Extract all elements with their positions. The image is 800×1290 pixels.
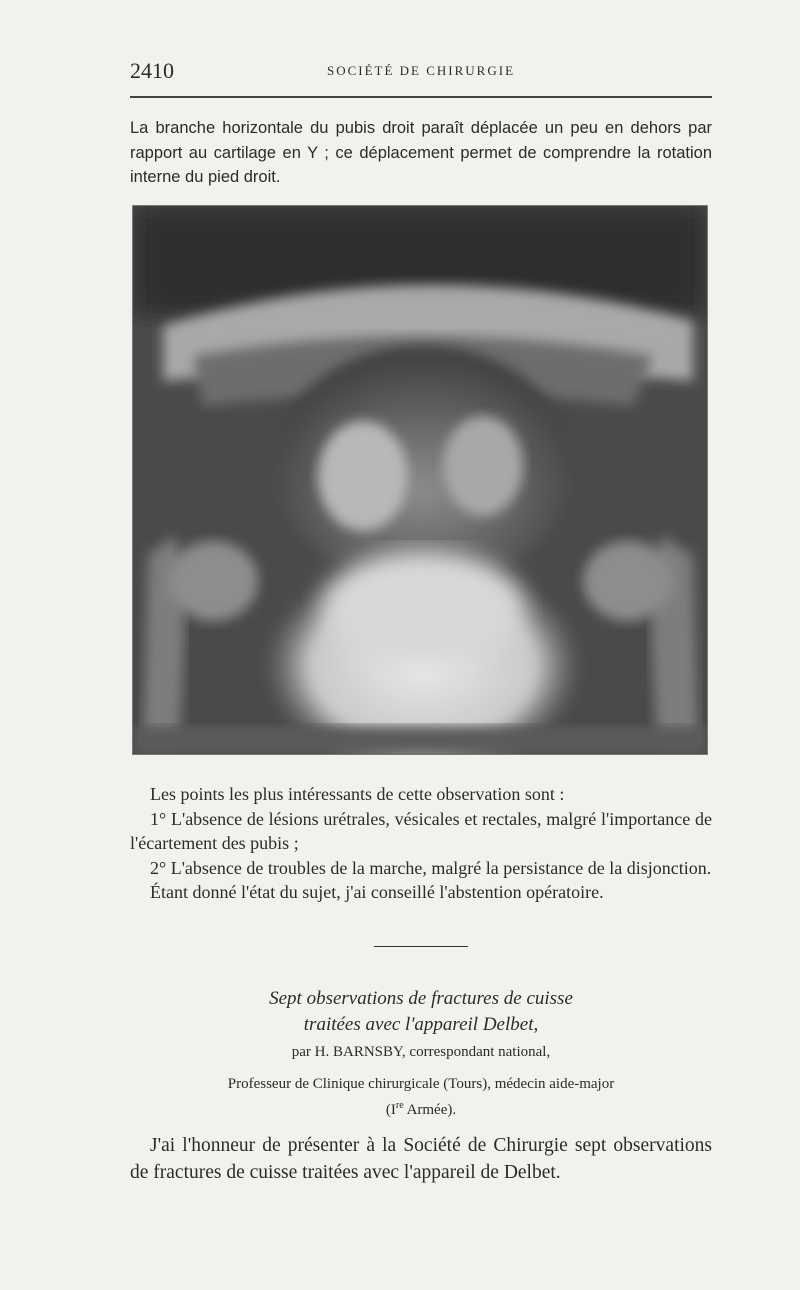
article-title-line-2: traitées avec l'appareil Delbet, bbox=[303, 1014, 539, 1035]
affiliation-superscript: re bbox=[395, 1100, 404, 1111]
affiliation-prefix: (I bbox=[385, 1102, 396, 1118]
affiliation-suffix: Armée). bbox=[403, 1102, 457, 1118]
page-header bbox=[130, 58, 712, 88]
observation-item-1: 1° L'absence de lésions urétrales, vésicales et rectales, malgré l'importance de l'écartement des pubis ; bbox=[130, 808, 712, 853]
paragraph-intro: La branche horizontale du pubis droit paraît déplacée un peu en dehors par rapport au cartilage en Y ; ce déplacement permet de comprendre la rotation interne du pied droit. bbox=[130, 119, 712, 186]
radiograph-image bbox=[133, 206, 707, 754]
observations-conclusion: Étant donné l'état du sujet, j'ai conseillé l'abstention opératoire. bbox=[150, 882, 604, 902]
pelvis-radiograph-figure bbox=[132, 205, 708, 755]
affiliation-line-1: Professeur de Clinique chirurgicale (Tours), médecin aide-major bbox=[227, 1076, 615, 1092]
article-title-line-1: Sept observations de fractures de cuisse bbox=[269, 988, 573, 1009]
page-number: 2410 bbox=[130, 58, 174, 83]
article-affiliation bbox=[130, 1074, 712, 1121]
article-author: par H. BARNSBY, correspondant national, bbox=[291, 1044, 551, 1060]
affiliation-line-2 bbox=[130, 1095, 712, 1121]
header-rule bbox=[130, 96, 712, 98]
article-body: J'ai l'honneur de présenter à la Société de Chirurgie sept observations de fractures de cuisse traitées avec l'appareil de Delbet. bbox=[130, 1135, 712, 1183]
observation-item-2: 2° L'absence de troubles de la marche, malgré la persistance de la disjonction. bbox=[150, 857, 712, 878]
observations-section bbox=[130, 782, 712, 905]
article-title bbox=[130, 986, 712, 1038]
running-head: SOCIÉTÉ DE CHIRURGIE bbox=[326, 63, 516, 78]
section-divider bbox=[374, 946, 468, 947]
observations-intro: Les points les plus intéressants de cette observation sont : bbox=[150, 784, 565, 804]
